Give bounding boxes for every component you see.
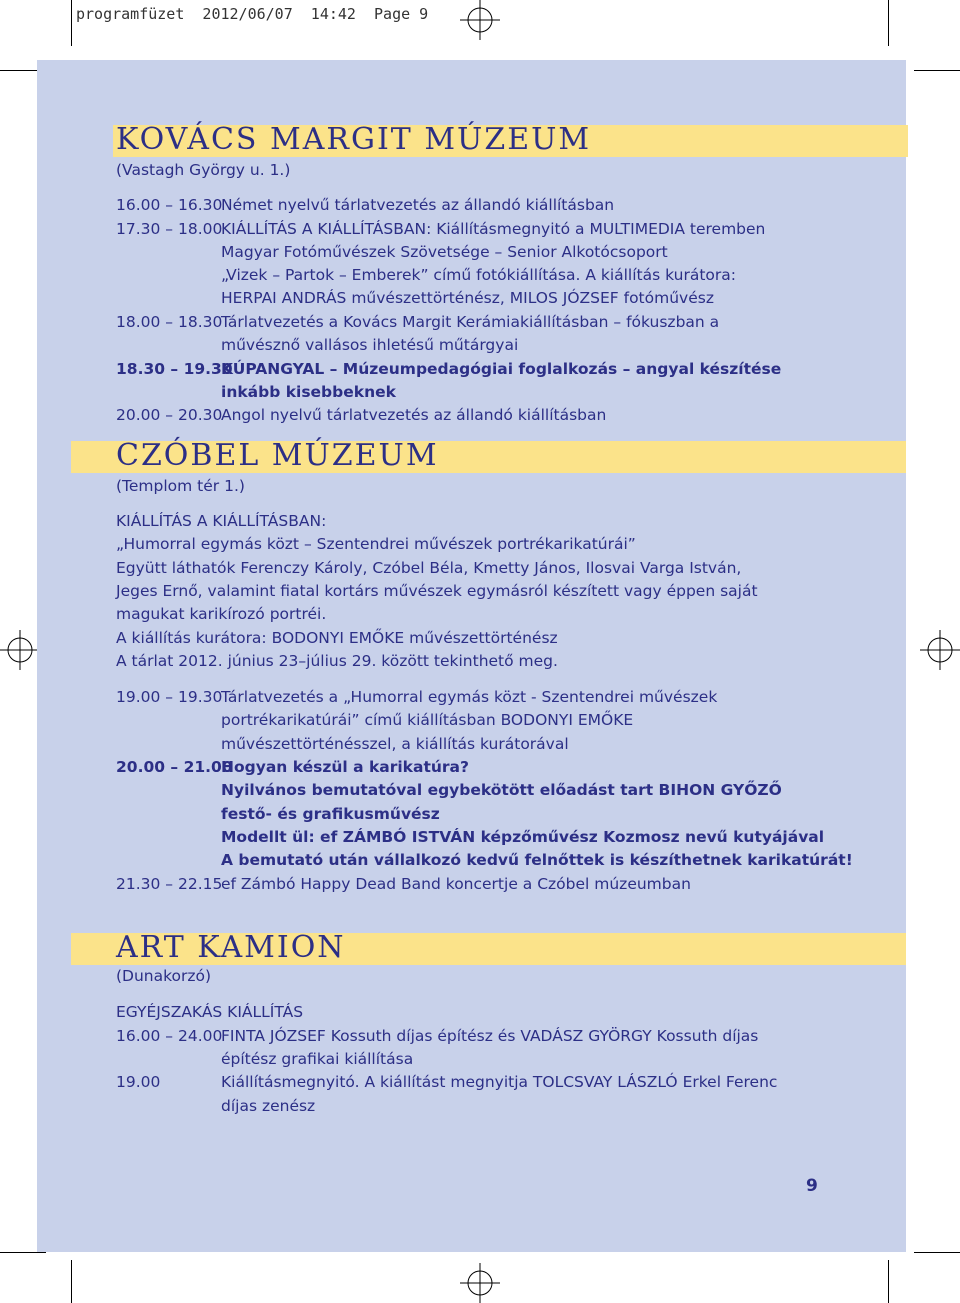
registration-mark-icon [460,1263,500,1303]
registration-mark-icon [920,630,960,670]
event-description: KÚPANGYAL – Múzeumpedagógiai foglalkozás – angyal készítése [221,360,782,378]
exhibition-text: magukat karikírozó portréi. [116,605,327,623]
event-description: Tárlatvezetés a Kovács Margit Kerámiakiállításban – fókuszban a [221,313,720,331]
registration-mark-icon [460,0,500,40]
event-time: 18.00 – 18.30 [116,313,223,331]
crop-mark [888,0,889,46]
event-description: inkább kisebbeknek [221,383,396,401]
event-time: 19.00 – 19.30 [116,688,223,706]
crop-mark [914,70,960,71]
exhibition-text: A kiállítás kurátora: BODONYI EMŐKE művészettörténész [116,629,558,647]
event-description: művésznő vallásos ihletésű műtárgyai [221,336,519,354]
crop-mark [0,1252,46,1253]
crop-mark [914,1252,960,1253]
section-address: (Dunakorzó) [116,967,212,985]
crop-mark [888,1260,889,1303]
event-description: festő- és grafikusművész [221,805,440,823]
crop-mark [71,0,72,46]
event-description: Hogyan készül a karikatúra? [221,758,469,776]
exhibition-text: „Humorral egymás közt – Szentendrei művészek portrékarikatúrái” [116,535,636,553]
section-subtitle: EGYÉJSZAKÁS KIÁLLÍTÁS [116,1003,304,1021]
page-number: 9 [806,1176,818,1196]
event-time: 20.00 – 20.30 [116,406,223,424]
event-description: Kiállításmegnyitó. A kiállítást megnyitja TOLCSVAY LÁSZLÓ Erkel Ferenc [221,1073,778,1091]
print-slug: programfüzet 2012/06/07 14:42 Page 9 [76,5,429,23]
event-time: 21.30 – 22.15 [116,875,223,893]
exhibition-text: Jeges Ernő, valamint fiatal kortárs művészek egymásról készített vagy éppen saját [116,582,758,600]
exhibition-text: KIÁLLÍTÁS A KIÁLLÍTÁSBAN: [116,512,327,530]
event-description: Magyar Fotóművészek Szövetsége – Senior Alkotócsoport [221,243,668,261]
event-description: építész grafikai kiállítása [221,1050,414,1068]
event-description: díjas zenész [221,1097,316,1115]
exhibition-text: Együtt láthatók Ferenczy Károly, Czóbel Béla, Kmetty János, Ilosvai Varga István, [116,559,742,577]
event-time: 19.00 [116,1073,161,1091]
event-description: Német nyelvű tárlatvezetés az állandó kiállításban [221,196,615,214]
event-description: A bemutató után vállalkozó kedvű felnőttek is készíthetnek karikatúrát! [221,851,853,869]
section-address: (Vastagh György u. 1.) [116,161,291,179]
event-time: 17.30 – 18.00 [116,220,223,238]
section-address: (Templom tér 1.) [116,477,245,495]
event-time: 18.30 – 19.30 [116,360,233,378]
event-description: HERPAI ANDRÁS művészettörténész, MILOS JÓZSEF fotóművész [221,289,714,307]
section-title: KOVÁCS MARGIT MÚZEUM [116,122,592,157]
event-description: portrékarikatúrái” című kiállításban BODONYI EMŐKE [221,711,634,729]
section-title: ART KAMION [116,930,346,965]
crop-mark [71,1260,72,1303]
section-title: CZÓBEL MÚZEUM [116,438,439,473]
event-description: „Vizek – Partok – Emberek” című fotókiállítása. A kiállítás kurátora: [221,266,736,284]
event-description: FINTA JÓZSEF Kossuth díjas építész és VADÁSZ GYÖRGY Kossuth díjas [221,1027,759,1045]
event-time: 20.00 – 21.00 [116,758,233,776]
exhibition-text: A tárlat 2012. június 23–július 29. között tekinthető meg. [116,652,558,670]
event-description: Angol nyelvű tárlatvezetés az állandó kiállításban [221,406,607,424]
event-description: Nyilvános bemutatóval egybekötött előadást tart BIHON GYŐZŐ [221,781,782,799]
event-time: 16.00 – 16.30 [116,196,223,214]
event-description: KIÁLLÍTÁS A KIÁLLÍTÁSBAN: Kiállításmegnyitó a MULTIMEDIA teremben [221,220,766,238]
registration-mark-icon [0,630,40,670]
event-description: Modellt ül: ef ZÁMBÓ ISTVÁN képzőművész Kozmosz nevű kutyájával [221,828,825,846]
event-description: művészettörténésszel, a kiállítás kurátorával [221,735,569,753]
event-time: 16.00 – 24.00 [116,1027,223,1045]
event-description: Tárlatvezetés a „Humorral egymás közt - Szentendrei művészek [221,688,718,706]
event-description: ef Zámbó Happy Dead Band koncertje a Czóbel múzeumban [221,875,691,893]
